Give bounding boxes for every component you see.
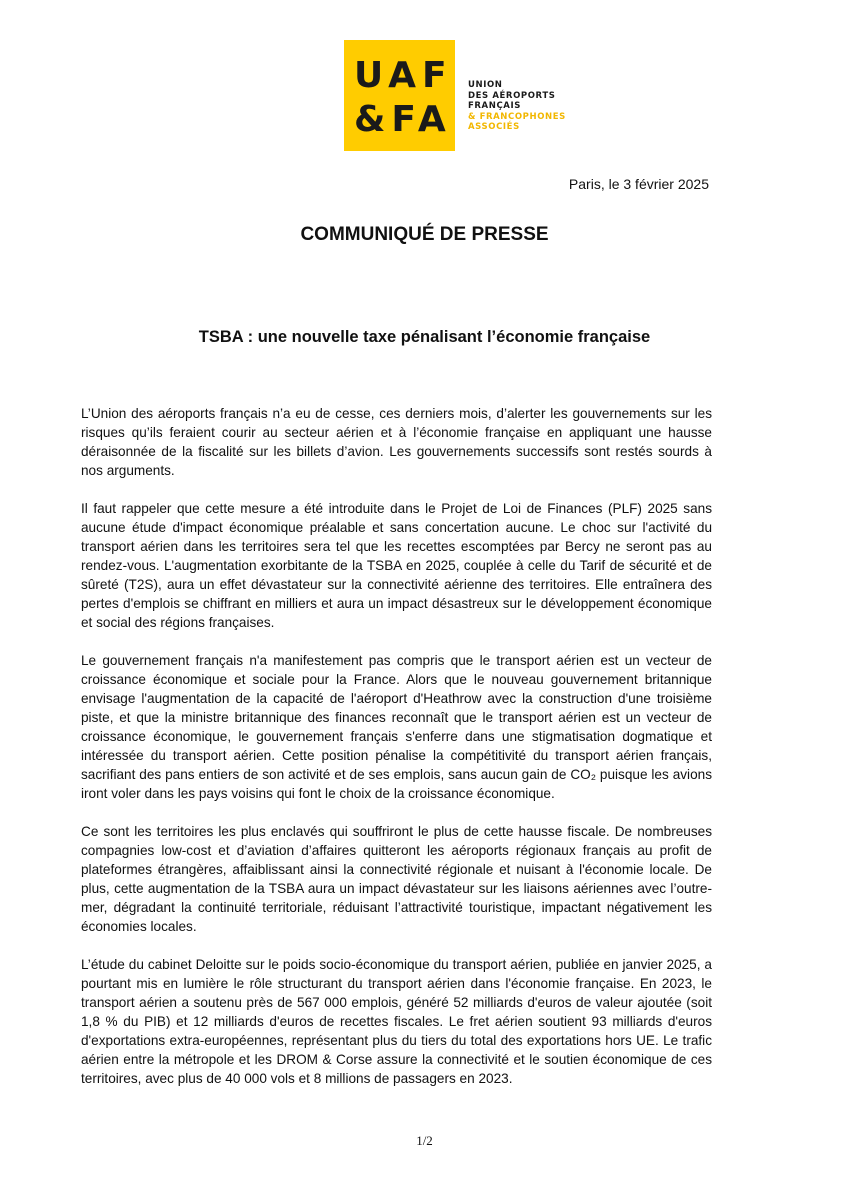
- logo-organization-name: [468, 80, 566, 133]
- document-subtitle: TSBA : une nouvelle taxe pénalisant l’économie française: [198, 328, 651, 346]
- logo-text-line: FRANÇAIS: [468, 101, 521, 112]
- document-body: [81, 404, 712, 1107]
- body-paragraph-5: L’étude du cabinet Deloitte sur le poids socio-économique du transport aérien, publiée en janvier 2025, a pourtant mis en lumière le rôle structurant du transport aérien dans l'économie française. En 2023, le transport aérien a soutenu près de 567 000 emplois, généré 52 milliards d'euros de valeur ajoutée (soit 1,8 % du PIB) et 12 milliards d'euros de recettes fiscales. Le fret aérien soutient 93 milliards d'euros d'exportations extra-européennes, représentant plus du tiers du total des exportations hors UE. Le trafic aérien entre la métropole et les DROM & Corse assure la connectivité et le soutien économique de ces territoires, avec plus de 40 000 vols et 8 millions de passagers en 2023.: [81, 957, 712, 1086]
- logo-text-line-gold: & FRANCOPHONES: [468, 111, 566, 122]
- logo-text-line: UNION: [468, 80, 503, 90]
- body-paragraph-4: Ce sont les territoires les plus enclavés qui souffriront le plus de cette hausse fiscale. De nombreuses compagnies low-cost et d’aviation d’affaires quitteront les aéroports régionaux français au profit de plateformes étrangères, affaiblissant ainsi la connectivité régionale et nuisant à l'économie locale. De plus, cette augmentation de la TSBA aura un impact dévastateur sur les liaisons aériennes avec l’outre-mer, dégradant la continuité territoriale, réduisant l’attractivité touristique, impactant négativement les économies locales.: [81, 824, 712, 934]
- logo-mark-line-1: UAF: [354, 55, 453, 96]
- body-paragraph-2: Il faut rappeler que cette mesure a été introduite dans le Projet de Loi de Finances (PLF) 2025 sans aucune étude d'impact économique préalable et sans concertation aucune. Le choc sur l'activité du transport aérien dans les territoires sera tel que les recettes escomptées par Bercy ne seront pas au rendez-vous. L'augmentation exorbitante de la TSBA en 2025, couplée à celle du Tarif de sécurité et de sûreté (T2S), aura un effet dévastateur sur la connectivité aérienne des territoires. Elle entraînera des pertes d'emplois se chiffrant en milliers et aura un impact désastreux sur le développement économique et social des régions françaises.: [81, 501, 712, 630]
- logo-yellow-box: [344, 40, 455, 151]
- body-paragraph-3: Le gouvernement français n'a manifestement pas compris que le transport aérien est un vecteur de croissance économique et sociale pour la France. Alors que le nouveau gouvernement britannique envisage l'augmentation de la capacité de l'aéroport d'Heathrow avec la construction d'une troisième piste, et que la ministre britannique des finances reconnaît que le transport aérien est un vecteur de croissance économique, le gouvernement français s'enferre dans une stigmatisation dogmatique et intéressée du transport aérien. Cette position pénalise la compétitivité du transport aérien français, sacrifiant des pans entiers de son activité et de ses emplois, sans aucun gain de CO₂ puisque les avions iront voler dans les pays voisins qui font le choix de la croissance économique.: [81, 653, 712, 801]
- logo-text-line-gold: ASSOCIÉS: [468, 122, 520, 133]
- logo-mark-line-2: &FA: [354, 99, 452, 140]
- page-number: 1/2: [416, 1133, 433, 1148]
- document-title: COMMUNIQUÉ DE PRESSE: [300, 224, 549, 245]
- logo-text-line: DES AÉROPORTS: [468, 90, 556, 101]
- document-date: Paris, le 3 février 2025: [568, 176, 709, 192]
- body-paragraph-1: L’Union des aéroports français n’a eu de cesse, ces derniers mois, d’alerter les gouvernements sur les risques qu’ils feraient courir au secteur aérien et à l’économie française en appliquant une hausse déraisonnée de la fiscalité sur les billets d’avion. Les gouvernements successifs sont restés sourds à nos arguments.: [81, 406, 712, 478]
- uaf-fa-logo: [344, 40, 574, 151]
